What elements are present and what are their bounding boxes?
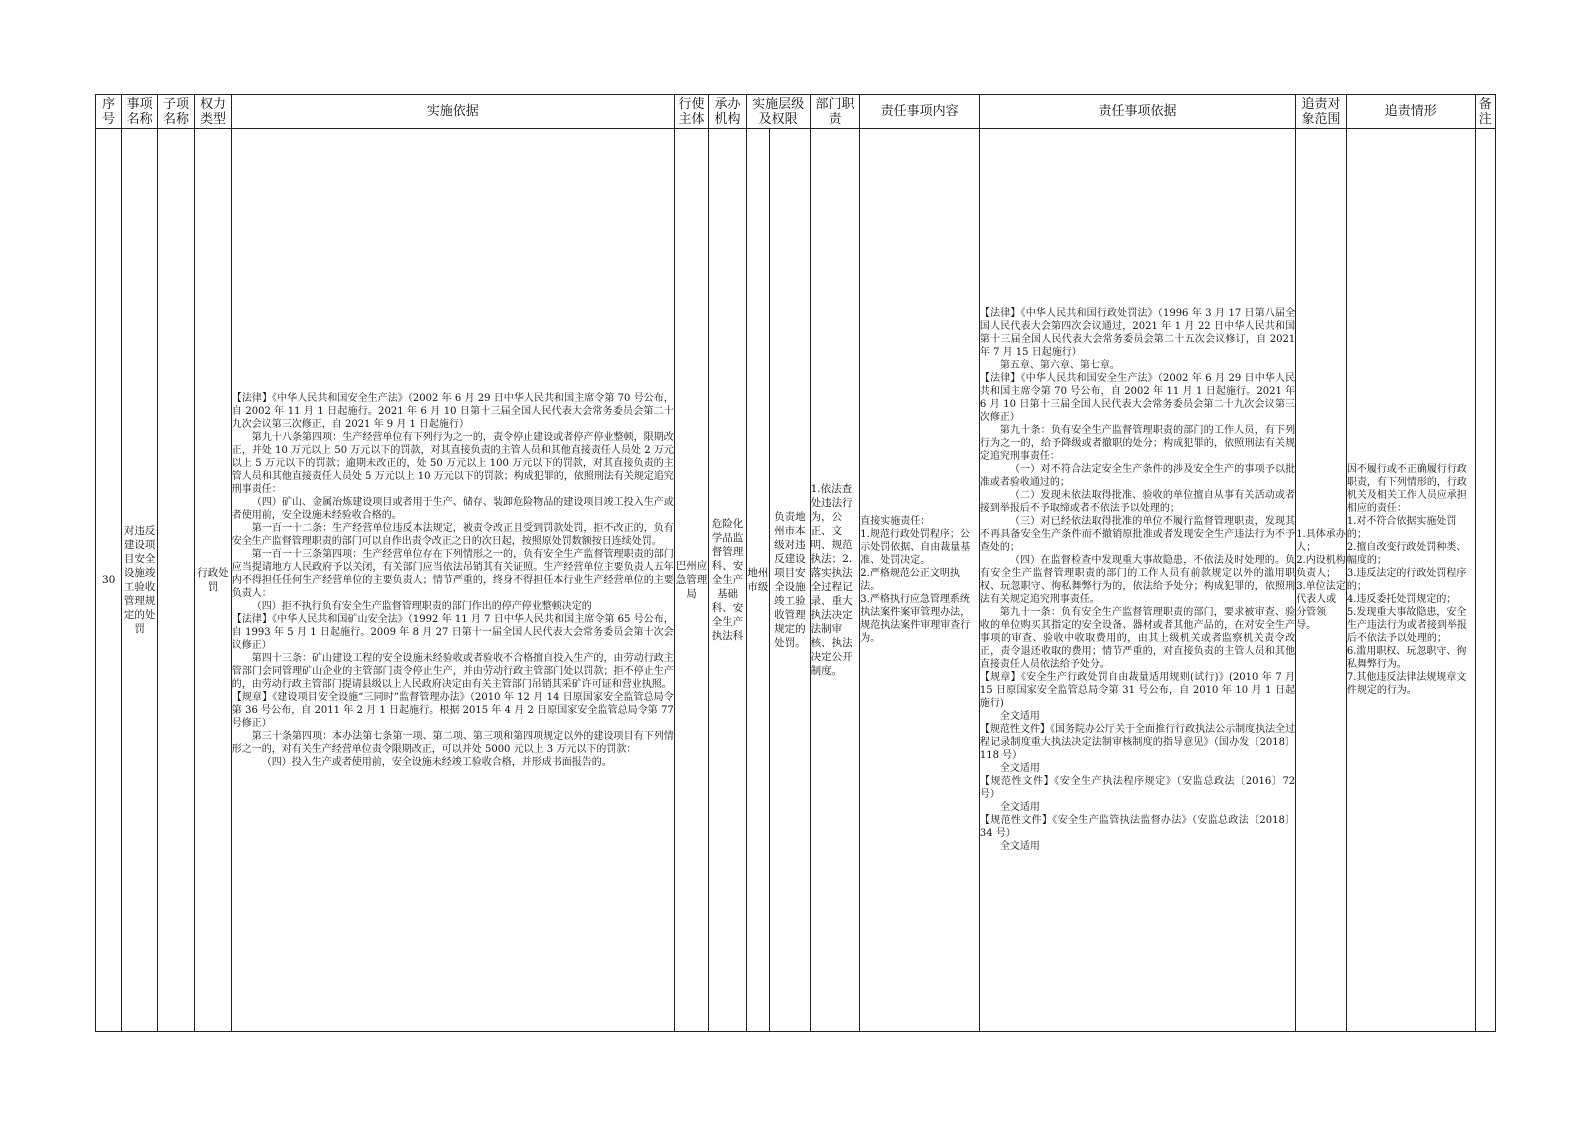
paragraph: 第九十条：负有安全生产监督管理职责的部门的工作人员，有下列行为之一的，给予降级或者撤职的处分；构成犯罪的，依照刑法有关规定追究刑事责任： <box>979 425 1296 462</box>
table-row <box>96 129 1496 1032</box>
header-seq: 序号 <box>96 95 122 129</box>
paragraph: 【规范性文件】《安全生产执法程序规定》（安监总政法〔2016〕72 号） <box>979 776 1299 800</box>
cell-remark <box>1475 129 1495 1032</box>
paragraph: 第九十八条第四项：生产经营单位有下列行为之一的，责令停止建设或者停产停业整顿，限期改正，并处 10 万元以上 50 万元以下的罚款，对其直接负责的主管人员和其他直接责任人员处 2 万元以上 5 万元以下的罚款；逾期未改正的，处 50 万元以上 100 万元以下的罚款，对其直接负责的主管人员和其他直接责任人员处 5 万元以上 10 万元以下的罚款；构成犯罪的，依照刑法有关规定追究刑事责任： <box>231 431 674 495</box>
paragraph: 2.内设机构负责人； <box>1296 555 1346 579</box>
cell-level-b: 负责地州市本级对违反建设项目安全设施竣工验收管理规定的处罚。 <box>770 129 811 1032</box>
paragraph: （四）投入生产或者使用前，安全设施未经竣工验收合格，并形成书面报告的。 <box>261 756 612 768</box>
cell-situation <box>1346 129 1475 1032</box>
paragraph: 1.规范行政处罚程序；公示处罚依据、自由裁量基准、处罚决定。 <box>860 529 971 566</box>
cell-resp-basis <box>979 129 1299 1032</box>
paragraph: 6.滥用职权、玩忽职守、徇私舞弊行为。 <box>1346 646 1467 670</box>
paragraph: 第五章、第六章、第七章。 <box>999 360 1120 371</box>
cell-power-type: 行政处罚 <box>195 129 231 1032</box>
cell-dept-duty: 1.依法查处违法行为，公正、文明、规范执法；2.落实执法全过程记录、重大执法决定法制审核、执法决定公开制度。 <box>810 129 860 1032</box>
cell-item-name: 对违反建设项目安全设施竣工验收管理规定的处罚 <box>122 129 157 1032</box>
paragraph: 全文适用 <box>999 802 1040 813</box>
header-power-type: 权力类型 <box>195 95 231 129</box>
paragraph: （三）对已经依法取得批准的单位不履行监督管理职责，发现其不再具备安全生产条件而不撤销原批准或者发现安全生产违法行为不予查处的； <box>979 516 1296 553</box>
paragraph: 【规范性文件】《安全生产监管执法监督办法》（安监总政法〔2018〕34 号） <box>979 815 1296 839</box>
power-list-table <box>95 94 1496 1032</box>
paragraph: 第三十条第四项：本办法第七条第一项、第二项、第三项和第四项规定以外的建设项目有下列情形之一的，对有关生产经营单位责令限期改正，可以并处 5000 元以上 3 万元以下的罚款： <box>231 730 674 755</box>
header-situation: 追责情形 <box>1346 95 1475 129</box>
paragraph: 2.严格规范公正文明执法。 <box>860 568 960 592</box>
header-subject: 行使主体 <box>674 95 708 129</box>
paragraph: 因不履行或不正确履行行政职责，有下列情形的，行政机关及相关工作人员应承担相应的责任： <box>1346 464 1467 514</box>
paragraph: 【规章】《安全生产行政处罚自由裁量适用规则(试行)》(2010 年 7 月 15 日原国家安全监管总局令第 31 号公布，自 2010 年 10 月 1 日起施行) <box>979 672 1299 709</box>
header-remark: 备注 <box>1475 95 1495 129</box>
header-resp-content: 责任事项内容 <box>860 95 980 129</box>
paragraph: 第九十一条：负有安全生产监督管理职责的部门，要求被审查、验收的单位购买其指定的安全设备、器材或者其他产品的，在对安全生产事项的审查、验收中收取费用的，由其上级机关或者监察机关责令改正，责令退还收取的费用；情节严重的，对直接负责的主管人员和其他直接责任人员依法给予处分。 <box>979 607 1296 670</box>
paragraph: （一）对不符合法定安全生产条件的涉及安全生产的事项予以批准或者验收通过的； <box>979 464 1296 488</box>
header-item-name: 事项名称 <box>122 95 157 129</box>
paragraph: 第四十三条：矿山建设工程的安全设施未经验收或者验收不合格擅自投入生产的，由劳动行政主管部门会同管理矿山企业的主管部门责令停止生产，并由劳动行政主管部门处以罚款；拒不停止生产的，由劳动行政主管部门提请县级以上人民政府决定由有关主管部门吊销其采矿许可证和营业执照。 <box>231 652 674 690</box>
cell-basis <box>231 129 677 1032</box>
paragraph: 直接实施责任： <box>860 516 931 527</box>
header-resp-basis: 责任事项依据 <box>979 95 1295 129</box>
paragraph: 3.违反法定的行政处罚程序的； <box>1346 568 1467 592</box>
cell-subitem-name <box>157 129 195 1032</box>
paragraph: 第一百一十二条：生产经营单位违反本法规定，被责令改正且受到罚款处罚，拒不改正的，负有安全生产监督管理职责的部门可以自作出责令改正之日的次日起，按照原处罚数额按日连续处罚。 <box>231 522 674 547</box>
header-basis: 实施依据 <box>231 95 674 129</box>
cell-resp-content <box>860 129 980 1032</box>
header-dept-duty: 部门职责 <box>810 95 860 129</box>
header-scope: 追责对象范围 <box>1296 95 1347 129</box>
table-header-row <box>96 95 1496 129</box>
paragraph: （四）拒不执行负有安全生产监督管理职责的部门作出的停产停业整顿决定的 <box>251 600 592 612</box>
cell-level-a: 地州市级 <box>746 129 769 1032</box>
paragraph: 7.其他违反法律法规规章文件规定的行为。 <box>1346 672 1467 696</box>
paragraph: 1.对不符合依据实施处罚的； <box>1346 516 1457 540</box>
cell-agency: 危险化学品监督管理科、安全生产基础科、安全生产执法科 <box>709 129 747 1032</box>
paragraph: 【法律】《中华人民共和国安全生产法》（2002 年 6 月 29 日中华人民共和国主席令第 70 号公布，自 2002 年 11 月 1 日起施行。2021 年 6 月 10 日第十三届全国人民代表大会常务委员会第二十九次会议第三次修正） <box>979 373 1299 423</box>
paragraph: （四）矿山、金属冶炼建设项目或者用于生产、储存、装卸危险物品的建设项目竣工投入生产或者使用前，安全设施未经验收合格的。 <box>231 496 674 521</box>
paragraph: 【法律】《中华人民共和国行政处罚法》（1996 年 3 月 17 日第八届全国人民代表大会第四次会议通过，2021 年 1 月 22 日中华人民共和国第十三届全国人民代表大会常务委员会第二十五次会议修订，自 2021 年 7 月 15 日起施行） <box>979 308 1299 358</box>
paragraph: 4.违反委托处罚规定的； <box>1346 594 1457 605</box>
paragraph: （四）在监督检查中发现重大事故隐患，不依法及时处理的。负有安全生产监督管理职责的部门的工作人员有前款规定以外的滥用职权、玩忽职守、徇私舞弊行为的，依法给予处分；构成犯罪的，依照刑法有关规定追究刑事责任。 <box>979 555 1296 605</box>
paragraph: （二）发现未依法取得批准、验收的单位擅自从事有关活动或者接到举报后不予取缔或者不依法予以处理的； <box>979 490 1296 514</box>
cell-seq: 30 <box>96 129 122 1032</box>
header-level: 实施层级及权限 <box>746 95 810 129</box>
cell-subject: 巴州应急管理局 <box>674 129 708 1032</box>
paragraph: 3.严格执行应急管理系统执法案件案审管理办法，规范执法案件审理审查行为。 <box>860 594 971 644</box>
paragraph: 【规章】《建设项目安全设施“三同时”监督管理办法》（2010 年 12 月 14 日原国家安全监管总局令第 36 号公布，自 2011 年 2 月 1 日起施行。根据 2015 年 4 月 2 日原国家安全监管总局令第 77 号修正） <box>231 691 677 729</box>
paragraph: 2.擅自改变行政处罚种类、幅度的； <box>1346 542 1467 566</box>
header-subitem-name: 子项名称 <box>157 95 195 129</box>
cell-scope <box>1296 129 1347 1032</box>
header-agency: 承办机构 <box>709 95 747 129</box>
paragraph: 全文适用 <box>999 841 1040 852</box>
paragraph: 1.具体承办人； <box>1296 529 1346 553</box>
paragraph: 5.发现重大事故隐患，安全生产违法行为或者接到举报后不依法予以处理的； <box>1346 607 1467 644</box>
paragraph: 【法律】《中华人民共和国安全生产法》（2002 年 6 月 29 日中华人民共和国主席令第 70 号公布，自 2002 年 11 月 1 日起施行。2021 年 6 月 10 日第十三届全国人民代表大会常务委员会第二十九次会议第三次修正，自 2021 年 9 月 1 日起施行） <box>231 392 674 430</box>
paragraph: 3.单位法定代表人或分管领导。 <box>1296 581 1346 631</box>
paragraph: 【规范性文件】《国务院办公厅关于全面推行行政执法公示制度执法全过程记录制度重大执法决定法制审核制度的指导意见》（国办发〔2018〕118 号） <box>979 724 1296 761</box>
paragraph: 全文适用 <box>999 711 1040 722</box>
paragraph: 第一百一十三条第四项：生产经营单位存在下列情形之一的，负有安全生产监督管理职责的部门应当提请地方人民政府予以关闭，有关部门应当依法吊销其有关证照。生产经营单位主要负责人五年内不得担任任何生产经营单位的主要负责人；情节严重的，终身不得担任本行业生产经营单位的主要负责人： <box>231 548 674 599</box>
paragraph: 【法律】《中华人民共和国矿山安全法》（1992 年 11 月 7 日中华人民共和国主席令第 65 号公布，自 1993 年 5 月 1 日起施行。2009 年 8 月 27 日第十一届全国人民代表大会常务委员会第十次会议修正） <box>231 613 674 651</box>
paragraph: 全文适用 <box>999 763 1040 774</box>
